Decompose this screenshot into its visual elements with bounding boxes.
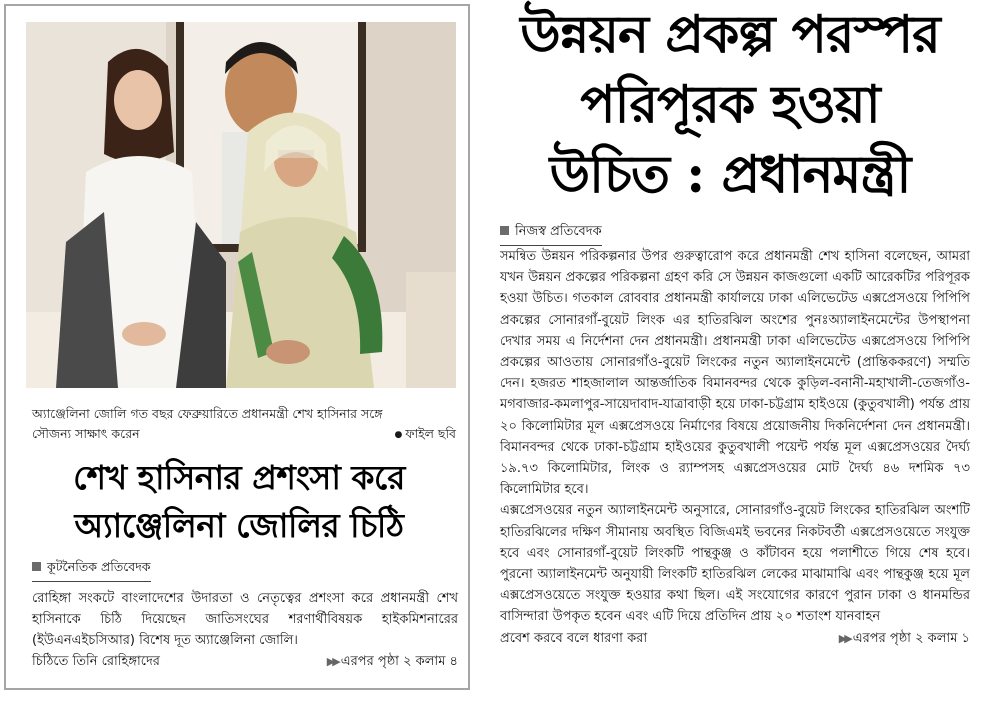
- right-jump-text: এরপর পৃষ্ঠা ২ কলাম ১: [852, 630, 970, 646]
- right-headline-line-3: উচিত : প্রধানমন্ত্রী: [549, 144, 911, 205]
- left-byline: [32, 559, 151, 582]
- right-headline-line-2: পরিপূরক হওয়া: [580, 74, 880, 135]
- caption-line-2-row: [32, 424, 456, 446]
- right-body-paragraph-2: এক্সপ্রেসওয়ের নতুন অ্যালাইনমেন্ট অনুসারে, সোনারগাঁও-বুয়েট লিংকের হাতিরঝিল অংশটি হাতিরঝিলের দক্ষিণ সীমানায় অবস্থিত বিজিএমই ভবনের নিকটবর্তী এক্সপ্রেসওয়েতে সংযুক্ত হবে এবং সোনারগাঁ-বুয়েট লিংকটি পান্থকুঞ্জ ও কাঁটাবন হয়ে পলাশীতে গিয়ে শেষ হবে। পুরনো অ্যালাইনমেন্ট অনুযায়ী লিংকটি হাতিরঝিল লেকের মাঝামাঝি এবং পান্থকুঞ্জ হয়ে মূল এক্সপ্রেসওয়েতে সংযুক্ত হওয়ার কথা ছিল। এই সংযোগের কারণে পুরান ঢাকা ও ধানমন্ডির বাসিন্দারা উপকৃত হবেন এবং এটি দিয়ে প্রতিদিন প্রায় ২০ শতাংশ যানবাহন: [500, 503, 970, 625]
- right-body-paragraph-1: সমন্বিত উন্নয়ন পরিকল্পনার উপর গুরুত্বারোপ করে প্রধানমন্ত্রী শেখ হাসিনা বলেছেন, আমরা যখন উন্নয়ন প্রকল্পের পরিকল্পনা গ্রহণ করি সে উন্নয়ন কাজগুলো একটি আরেকটির পরিপূরক হওয়া উচিত। গতকাল রোববার প্রধানমন্ত্রী কার্যালয়ে ঢাকা এলিভেটেড এক্সপ্রেসওয়ে পিপিপি প্রকল্পের সোনারগাঁ-বুয়েট লিংক এর হাতিরঝিল অংশের পুনঃঅ্যালাইনমেন্টের উপস্থাপনা দেখার সময় এ নির্দেশনা দেন প্রধানমন্ত্রী। প্রধানমন্ত্রী ঢাকা এলিভেটেড এক্সপ্রেসওয়ে পিপিপি প্রকল্পের আওতায় সোনারগাঁও-বুয়েট লিংকের নতুন অ্যালাইনমেন্টে (প্রান্তিককরণে) সম্মতি দেন। হজরত শাহজালাল আন্তর্জাতিক বিমানবন্দর থেকে কুড়িল-বনানী-মহাখালী-তেজগাঁও-মগবাজার-কমলাপুর-সায়েদাবাদ-যাত্রাবাড়ী হয়ে ঢাকা-চট্টগ্রাম হাইওয়ে (কুতুবখালী) পর্যন্ত প্রায় ২০ কিলোমিটার মূল এক্সপ্রেসওয়ে নির্মাণের বিষয়ে প্রয়োজনীয় দিকনির্দেশনা দেন প্রধানমন্ত্রী। বিমানবন্দর থেকে ঢাকা-চট্টগ্রাম হাইওয়ের কুতুবখালী পয়েন্ট পর্যন্ত মূল এক্সপ্রেসওয়ের দৈর্ঘ্য ১৯.৭৩ কিলোমিটার, লিংক ও র‌্যাম্পসহ এক্সপ্রেসওয়ের মোট দৈর্ঘ্য ৪৬ দশমিক ৭৩ কিলোমিটার হবে।: [500, 249, 970, 498]
- left-jump-text: এরপর পৃষ্ঠা ২ কলাম ৪: [340, 654, 458, 669]
- caption-line-1: অ্যাঞ্জেলিনা জোলি গত বছর ফেব্রুয়ারিতে প্রধানমন্ত্রী শেখ হাসিনার সঙ্গে: [32, 406, 383, 421]
- square-bullet-icon: [500, 226, 509, 235]
- right-body-last-line: প্রবেশ করবে বলে ধারণা করা: [500, 630, 648, 646]
- left-body: [32, 588, 458, 672]
- left-jump-link[interactable]: [327, 651, 458, 672]
- double-arrow-icon: ▶▶: [838, 631, 850, 645]
- left-article-frame: [4, 4, 470, 690]
- left-body-last-line: চিঠিতে তিনি রোহিঙ্গাদের: [32, 654, 160, 669]
- right-byline-text: নিজস্ব প্রতিবেদক: [515, 224, 602, 239]
- square-bullet-icon: [32, 562, 41, 571]
- right-body: [500, 246, 970, 649]
- left-headline-line-1: শেখ হাসিনার প্রশংসা করে: [73, 458, 405, 497]
- double-arrow-icon: ▶▶: [326, 655, 338, 668]
- left-body-last-row: [32, 651, 458, 672]
- right-byline: [500, 222, 602, 246]
- left-headline-line-2: অ্যাঞ্জেলিনা জোলির চিঠি: [74, 506, 404, 545]
- right-body-last-row: [500, 628, 970, 649]
- photo-credit: ● ফাইল ছবি: [394, 424, 456, 446]
- left-byline-text: কূটনৈতিক প্রতিবেদক: [47, 559, 151, 574]
- right-headline-line-1: উন্নয়ন প্রকল্প পরস্পর: [520, 4, 940, 65]
- caption-line-2: সৌজন্য সাক্ষাৎ করেন: [32, 426, 140, 441]
- right-jump-link[interactable]: [839, 628, 970, 649]
- right-headline: [482, 0, 978, 210]
- photo-caption: [32, 404, 456, 446]
- photo-illustration: [26, 22, 456, 388]
- article-photo: [26, 22, 456, 388]
- left-headline: [16, 454, 462, 550]
- left-body-text: রোহিঙ্গা সংকটে বাংলাদেশের উদারতা ও নেতৃত্বের প্রশংসা করে প্রধানমন্ত্রী শেখ হাসিনাকে চিঠি দিয়েছেন জাতিসংঘের শরণার্থীবিষয়ক হাইকমিশনারের (ইউএনএইচসিআর) বিশেষ দূত অ্যাঞ্জেলিনা জোলি।: [32, 591, 458, 648]
